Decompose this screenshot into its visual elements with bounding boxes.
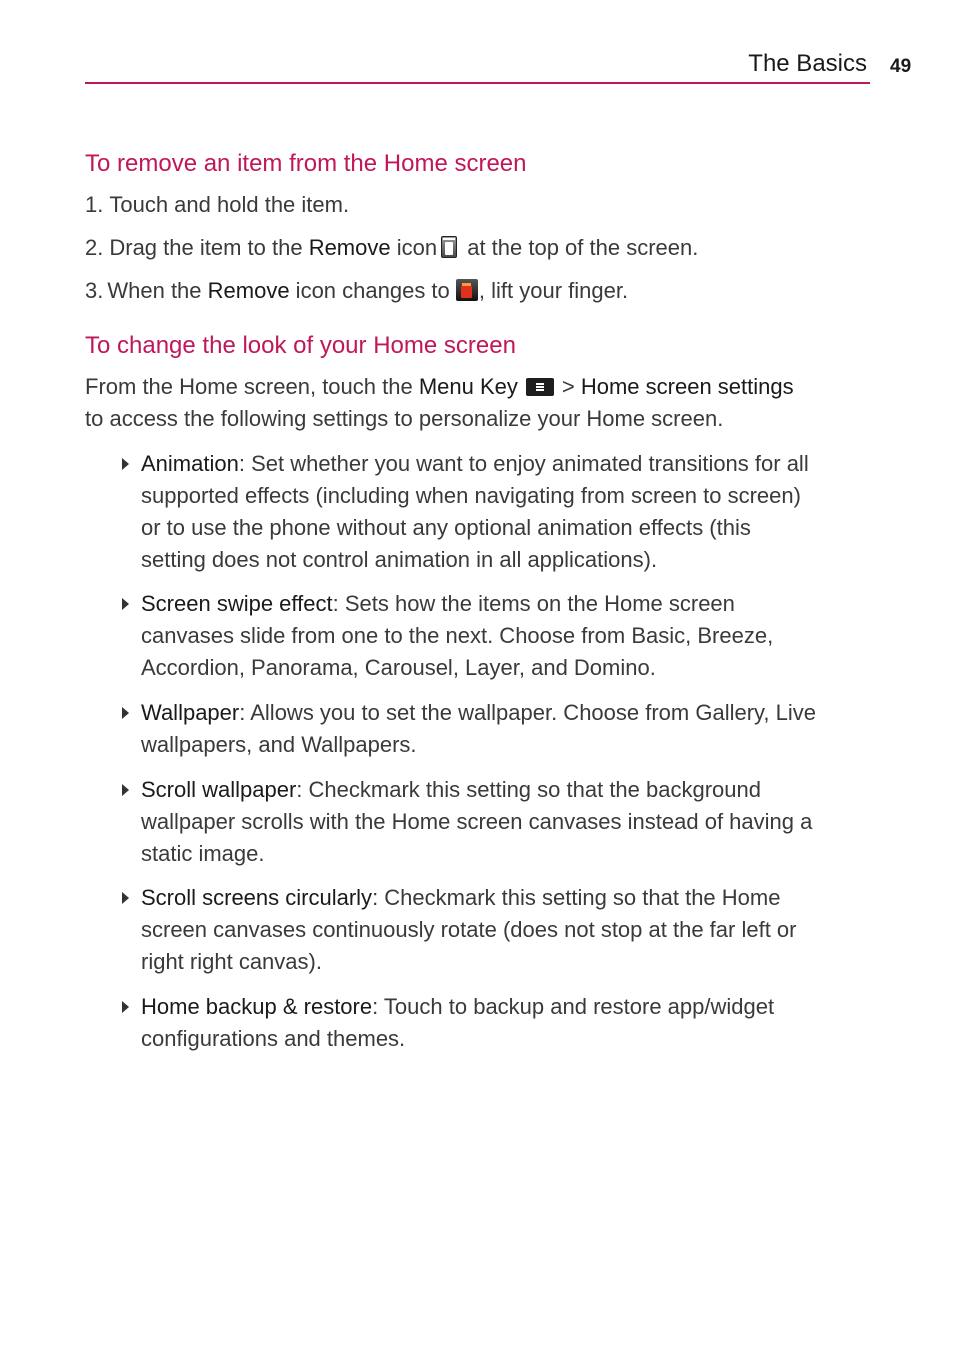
step-text-pre: When the xyxy=(107,278,208,303)
step-text: Touch and hold the item. xyxy=(109,192,350,217)
step-3 xyxy=(85,275,628,307)
step-text-post: at the top of the screen. xyxy=(461,235,699,260)
item-animation-line-3: or to use the phone without any optional animation effects (this xyxy=(141,515,751,540)
item-term: Animation xyxy=(141,451,239,476)
intro-line-1 xyxy=(85,371,794,403)
item-term: Scroll wallpaper xyxy=(141,777,297,802)
page-number: 49 xyxy=(890,56,912,77)
step-number: 1. xyxy=(85,192,104,217)
section-heading-remove-item: To remove an item from the Home screen xyxy=(85,150,527,177)
item-term: Home backup & restore xyxy=(141,994,373,1019)
item-scroll-wallpaper-line-1 xyxy=(141,774,761,806)
item-home-backup-line-2: configurations and themes. xyxy=(141,1026,406,1051)
bullet-arrow-icon xyxy=(122,707,129,719)
item-animation-line-2: supported effects (including when navigating from screen to screen) xyxy=(141,483,801,508)
item-text: : Checkmark this setting so that the background xyxy=(296,777,761,802)
item-text: : Allows you to set the wallpaper. Choose from Gallery, Live xyxy=(239,700,816,725)
step-text-pre: Drag the item to the xyxy=(109,235,309,260)
step-2 xyxy=(85,232,698,264)
bullet-arrow-icon xyxy=(122,892,129,904)
bullet-arrow-icon xyxy=(122,784,129,796)
intro-line-2: to access the following settings to personalize your Home screen. xyxy=(85,406,724,431)
item-screen-swipe-line-1 xyxy=(141,588,735,620)
bullet-arrow-icon xyxy=(122,1001,129,1013)
item-screen-swipe-line-3: Accordion, Panorama, Carousel, Layer, and Domino. xyxy=(141,655,656,680)
remove-term: Remove xyxy=(207,278,290,303)
intro-separator: > xyxy=(561,374,581,399)
item-text: : Touch to backup and restore app/widget xyxy=(372,994,775,1019)
bullet-arrow-icon xyxy=(122,458,129,470)
step-number: 2. xyxy=(85,235,104,260)
step-1 xyxy=(85,189,349,221)
item-animation-line-1 xyxy=(141,448,809,480)
step-number: 3. xyxy=(85,278,104,303)
item-term: Screen swipe effect xyxy=(141,591,333,616)
trash-icon xyxy=(441,236,457,258)
item-wallpaper-line-1 xyxy=(141,697,816,729)
step-text-post: , lift your finger. xyxy=(478,278,629,303)
remove-term: Remove xyxy=(308,235,391,260)
home-screen-settings-term: Home screen settings xyxy=(580,374,794,399)
step-text-mid: icon changes to xyxy=(289,278,456,303)
item-scroll-screens-line-3: right right canvas). xyxy=(141,949,322,974)
item-wallpaper-line-2: wallpapers, and Wallpapers. xyxy=(141,732,417,757)
section-heading-change-look: To change the look of your Home screen xyxy=(85,332,516,359)
item-animation-line-4: setting does not control animation in all applications). xyxy=(141,547,658,572)
intro-text-pre: From the Home screen, touch the xyxy=(85,374,419,399)
item-scroll-screens-line-2: screen canvases continuously rotate (does not stop at the far left or xyxy=(141,917,797,942)
item-text: : Set whether you want to enjoy animated transitions for all xyxy=(238,451,809,476)
step-text-mid: icon xyxy=(390,235,438,260)
item-home-backup-line-1 xyxy=(141,991,774,1023)
item-term: Scroll screens circularly xyxy=(141,885,373,910)
page-header xyxy=(85,48,870,84)
item-scroll-screens-line-1 xyxy=(141,882,780,914)
item-scroll-wallpaper-line-2: wallpaper scrolls with the Home screen canvases instead of having a xyxy=(141,809,813,834)
item-text: : Sets how the items on the Home screen xyxy=(332,591,735,616)
trash-active-icon xyxy=(456,279,478,301)
item-text: : Checkmark this setting so that the Home xyxy=(372,885,781,910)
item-screen-swipe-line-2: canvases slide from one to the next. Choose from Basic, Breeze, xyxy=(141,623,774,648)
header-title: The Basics xyxy=(748,50,867,77)
menu-key-term: Menu Key xyxy=(418,374,518,399)
menu-key-icon xyxy=(526,378,554,396)
item-term: Wallpaper xyxy=(141,700,240,725)
item-scroll-wallpaper-line-3: static image. xyxy=(141,841,265,866)
bullet-arrow-icon xyxy=(122,598,129,610)
